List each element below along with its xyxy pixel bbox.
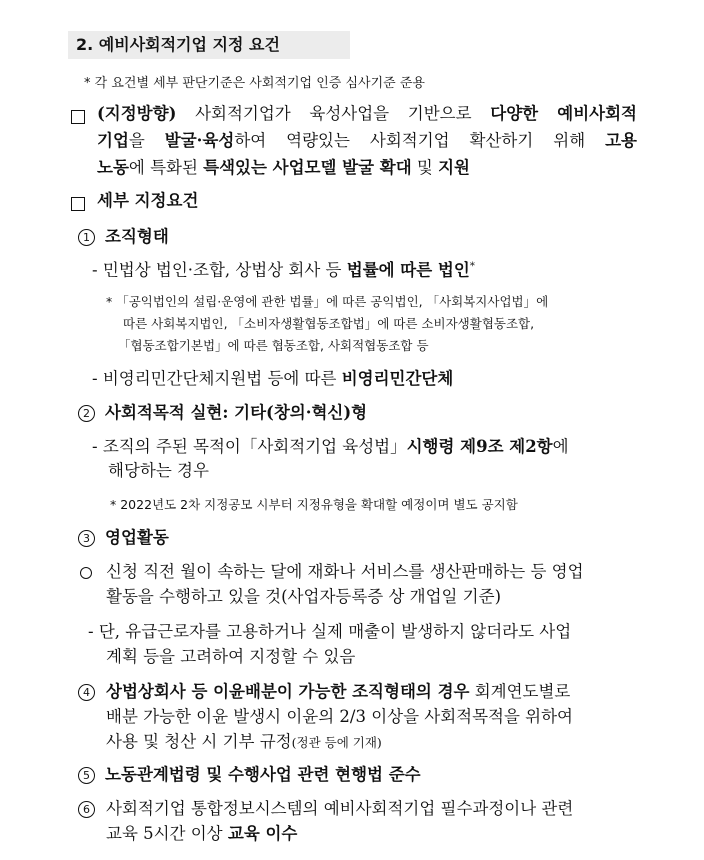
- checkbox-square-icon: [71, 110, 85, 124]
- item1-footnote-line-3: 「협동조합기본법」에 따른 협동조합, 사회적협동조합 등: [118, 338, 429, 353]
- direction-label: (지정방향): [97, 104, 177, 123]
- item6-line-1: 사회적기업 통합정보시스템의 예비사회적기업 필수과정이나 관련: [106, 799, 574, 818]
- detail-requirements-title: 세부 지정요건: [97, 191, 199, 210]
- item3-circle-line-2: 활동을 수행하고 있을 것(사업자등록증 상 개업일 기준): [106, 587, 502, 606]
- circled-number-4-icon: 4: [78, 684, 95, 701]
- direction-emphasis: 다양한 예비사회적: [490, 104, 637, 123]
- item3-dash-line-2: 계획 등을 고려하여 지정할 수 있음: [106, 647, 356, 666]
- direction-text: 사회적기업가 육성사업을 기반으로: [176, 104, 491, 123]
- item4-line-1: [106, 684, 570, 701]
- checkbox-square-icon: [71, 197, 85, 211]
- item3-title: 영업활동: [105, 528, 169, 547]
- item1-bullet-text: - 민법상 법인·조합, 상법상 회사 등: [92, 260, 347, 280]
- direction-text: 을: [128, 131, 165, 150]
- item2-bullet-line-1: [92, 439, 569, 456]
- direction-emphasis: 특색있는 사업모델 발굴 확대: [203, 158, 412, 177]
- item1-title: 조직형태: [105, 227, 169, 246]
- item1-bullet-nonprofit: [92, 371, 453, 388]
- item1-footnote-line-1: * 「공익법인의 설립·운영에 관한 법률」에 따른 공익법인, 「사회복지사업법」에: [106, 294, 549, 309]
- direction-emphasis: 발굴·육성: [164, 131, 235, 150]
- hollow-circle-bullet-icon: [80, 567, 92, 579]
- circled-number-3-icon: 3: [78, 530, 95, 547]
- direction-emphasis: 기업: [97, 131, 129, 150]
- item1-bullet-emphasis: 비영리민간단체: [341, 369, 454, 388]
- circled-number-6-icon: 6: [78, 801, 95, 818]
- direction-line-2: [97, 133, 637, 150]
- direction-line-1: [97, 106, 637, 123]
- item1-bullet-emphasis: 법률에 따른 법인: [346, 260, 470, 280]
- item4-text: 사용 및 청산 시 기부 규정: [106, 732, 292, 751]
- item4-emphasis: 상법상회사 등 이윤배분이 가능한 조직형태의 경우: [106, 682, 470, 701]
- direction-text: 및: [411, 158, 439, 177]
- footnote-marker: *: [469, 261, 475, 272]
- item2-bullet-text: 에: [552, 437, 569, 456]
- circled-number-1-icon: 1: [78, 229, 95, 246]
- item6-line-2: [106, 826, 297, 843]
- direction-line-3: [97, 160, 470, 177]
- item2-bullet-emphasis: 시행령 제9조 제2항: [406, 437, 553, 456]
- direction-emphasis: 노동: [97, 158, 129, 177]
- section-heading: 2. 예비사회적기업 지정 요건: [76, 35, 280, 54]
- item1-bullet-legal-entity: [92, 262, 475, 279]
- item4-small-text: (정관 등에 기재): [291, 735, 382, 750]
- item1-bullet-text: - 비영리민간단체지원법 등에 따른: [92, 369, 342, 388]
- item3-dash-line-1: - 단, 유급근로자를 고용하거나 실제 매출이 발생하지 않더라도 사업: [88, 622, 572, 641]
- item4-line-2: 배분 가능한 이윤 발생시 이윤의 2/3 이상을 사회적목적을 위하여: [106, 707, 573, 726]
- direction-text: 에 특화된: [128, 158, 204, 177]
- item4-line-3: [106, 734, 382, 751]
- item3-circle-line-1: 신청 직전 월이 속하는 달에 재화나 서비스를 생산판매하는 등 영업: [106, 562, 584, 581]
- circled-number-2-icon: 2: [78, 405, 95, 422]
- item1-footnote-line-2: 따른 사회복지법인, 「소비자생활협동조합법」에 따른 소비자생활협동조합,: [123, 316, 535, 331]
- item6-text: 교육 5시간 이상: [106, 824, 228, 843]
- circled-number-5-icon: 5: [78, 767, 95, 784]
- item5-title: 노동관계법령 및 수행사업 관련 현행법 준수: [105, 765, 421, 784]
- item2-bullet-line-2: 해당하는 경우: [108, 461, 209, 480]
- item6-emphasis: 교육 이수: [227, 824, 298, 843]
- direction-text: 하여 역량있는 사회적기업 확산하기 위해: [234, 131, 606, 150]
- item4-text: 회계연도별로: [469, 682, 571, 701]
- direction-emphasis: 고용: [605, 131, 637, 150]
- item2-bullet-text: - 조직의 주된 목적이「사회적기업 육성법」: [92, 437, 407, 456]
- direction-emphasis: 지원: [438, 158, 470, 177]
- item2-title: 사회적목적 실현: 기타(창의·혁신)형: [105, 403, 368, 422]
- reference-note: * 각 요건별 세부 판단기준은 사회적기업 인증 심사기준 준용: [84, 76, 425, 91]
- item2-footnote: * 2022년도 2차 지정공모 시부터 지정유형을 확대할 예정이며 별도 공지함: [110, 497, 518, 512]
